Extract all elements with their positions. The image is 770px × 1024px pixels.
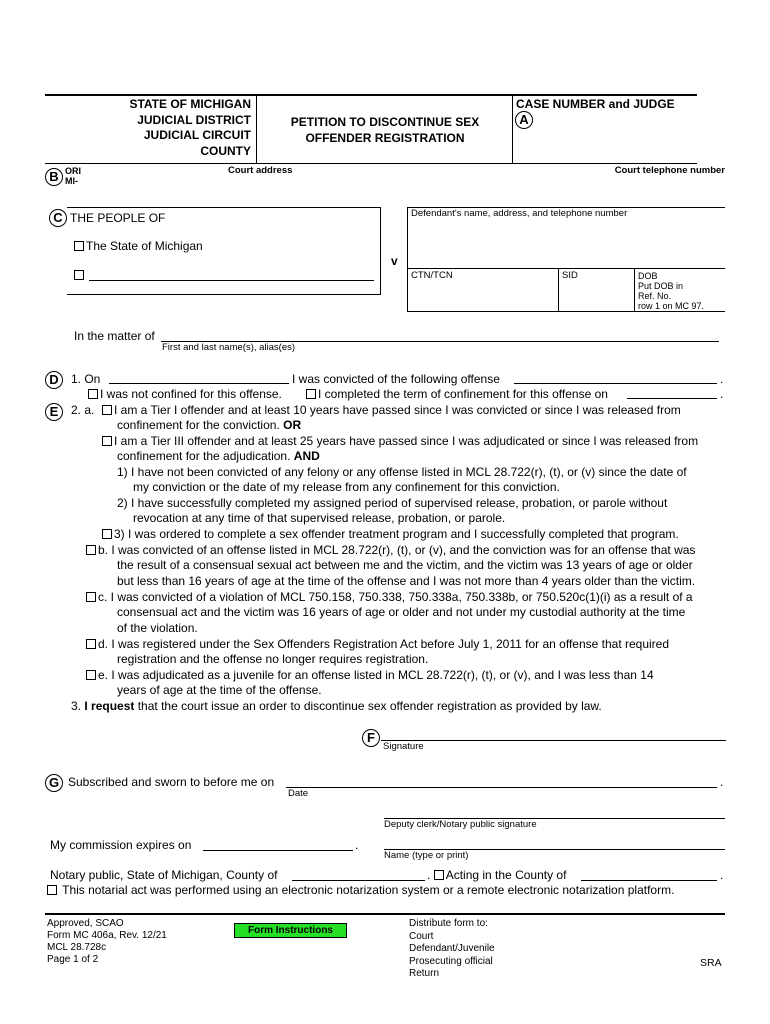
header-divider-2: [512, 95, 513, 163]
people-of-label: THE PEOPLE OF: [70, 211, 166, 225]
matter-sub-label: First and last name(s), alias(es): [162, 342, 296, 353]
item1-completed-option[interactable]: I completed the term of confinement for this offense on: [306, 387, 608, 403]
completed-checkbox[interactable]: [306, 389, 316, 399]
item1-convicted: I was convicted of the following offense: [292, 372, 500, 386]
other-plaintiff-field[interactable]: [89, 280, 374, 281]
tier3-checkbox[interactable]: [102, 436, 112, 446]
acting-option[interactable]: . Acting in the County of: [427, 868, 567, 882]
header-top-rule: [45, 94, 697, 96]
tier1-checkbox[interactable]: [102, 405, 112, 415]
item1-on: 1. On: [71, 372, 101, 386]
form-instructions-button[interactable]: Form Instructions: [234, 923, 347, 938]
case-number-field[interactable]: [516, 130, 694, 160]
item1-offense-field[interactable]: [514, 383, 717, 384]
marker-f: F: [362, 729, 380, 747]
dob-divider: [634, 268, 635, 312]
ctn-label: CTN/TCN: [411, 270, 453, 281]
notary-public-label: Notary public, State of Michigan, County of: [50, 868, 278, 882]
item3: 3. I request that the court issue an order to discontinue sex offender registration as provided by law.: [71, 699, 602, 713]
option-c[interactable]: c. I was convicted of a violation of MCL 750.158, 750.338, 750.338a, 750.338b, or 750.520c(1)(i) as a result of a: [86, 590, 693, 606]
state-checkbox[interactable]: [74, 241, 84, 251]
sub1-line1: 1) I have not been convicted of any felony or any offense listed in MCL 28.722(r), (t), or (v) since the date of: [117, 465, 687, 479]
tier1-option[interactable]: I am a Tier I offender and at least 10 years have passed since I was convicted or since I was released from: [102, 403, 681, 419]
court-address-label: Court address: [228, 165, 293, 176]
e-line2: years of age at the time of the offense.: [117, 683, 322, 697]
item1-not-confined-option[interactable]: I was not confined for this offense.: [88, 387, 282, 403]
d-checkbox[interactable]: [86, 639, 96, 649]
e-checkbox[interactable]: [86, 670, 96, 680]
form-number: Form MC 406a, Rev. 12/21: [47, 930, 167, 941]
form-info: [47, 918, 167, 966]
b-line2: the result of a consensual sexual act between me and the victim, and the victim was 13 years of age or older: [117, 558, 693, 572]
marker-d: D: [45, 371, 63, 389]
other-plaintiff-option[interactable]: [74, 268, 86, 282]
header-bottom-rule: [45, 163, 697, 164]
case-number-label: CASE NUMBER and JUDGE: [516, 97, 675, 111]
tier3-option[interactable]: I am a Tier III offender and at least 25 years have passed since I was adjudicated or since I was released from: [102, 434, 698, 450]
tier1-line2: confinement for the conviction. OR: [117, 418, 302, 432]
date-label: Date: [288, 788, 309, 799]
option-d[interactable]: d. I was registered under the Sex Offenders Registration Act before July 1, 2011 for an offense that required: [86, 637, 669, 653]
defendant-label: Defendant's name, address, and telephone number: [411, 208, 628, 219]
county-label: COUNTY: [200, 143, 251, 158]
mcl-reference: MCL 28.728c: [47, 942, 107, 953]
defendant-rule: [407, 268, 725, 269]
sworn-period: .: [720, 775, 724, 789]
electronic-option[interactable]: This notarial act was performed using an electronic notarization system or a remote electronic notarization platform.: [47, 883, 674, 899]
electronic-checkbox[interactable]: [47, 885, 57, 895]
option-b[interactable]: b. I was convicted of an offense listed in MCL 28.722(r), (t), or (v), and the conviction was for an offense that was: [86, 543, 695, 559]
option-e[interactable]: e. I was adjudicated as a juvenile for an offense listed in MCL 28.722(r), (t), or (v), and I was less than 14: [86, 668, 654, 684]
sworn-date-field[interactable]: [286, 787, 717, 788]
commission-field[interactable]: [203, 850, 353, 851]
marker-c: C: [49, 209, 67, 227]
sub2-line2: revocation at any time of that supervised release, probation, or parole.: [133, 511, 506, 525]
c-line3: of the violation.: [117, 621, 198, 635]
item1-period-2: .: [720, 387, 724, 401]
state-option[interactable]: The State of Michigan: [74, 239, 203, 253]
c-checkbox[interactable]: [86, 592, 96, 602]
circuit-label: JUDICIAL CIRCUIT: [143, 128, 251, 142]
acting-county-field[interactable]: [581, 880, 717, 881]
b-line3: but less than 16 years of age at the time of the offense and I was not more than 4 years older than the victim.: [117, 574, 696, 588]
sub2-line1: 2) I have successfully completed my assigned period of supervised release, probation, or parole without: [117, 496, 668, 510]
signature-label: Signature: [383, 741, 424, 752]
not-confined-checkbox[interactable]: [88, 389, 98, 399]
approved-label: Approved, SCAO: [47, 918, 124, 929]
item1-completed-date-field[interactable]: [627, 398, 717, 399]
sub3-checkbox[interactable]: [102, 529, 112, 539]
state-label: STATE OF MICHIGAN: [129, 97, 251, 111]
page-number: Page 1 of 2: [47, 954, 99, 965]
marker-e: E: [45, 403, 63, 421]
sub3-option[interactable]: 3) I was ordered to complete a sex offender treatment program and I successfully completed that program.: [102, 527, 679, 543]
item1-date-field[interactable]: [109, 383, 289, 384]
deputy-label: Deputy clerk/Notary public signature: [384, 819, 537, 830]
sworn-label: Subscribed and sworn to before me on: [68, 775, 275, 789]
distribution-list: Distribute form to: Court Defendant/Juvenile Prosecuting official Return: [409, 918, 495, 979]
commission-label: My commission expires on: [50, 838, 192, 852]
matter-label: In the matter of: [74, 329, 155, 343]
sra-label: SRA: [700, 957, 722, 969]
d-line2: registration and the offense no longer requires registration.: [117, 652, 429, 666]
sub1-line2: my conviction or the date of my release from any confinement for this conviction.: [133, 480, 560, 494]
sid-divider: [558, 268, 559, 312]
court-phone-label: Court telephone number: [614, 165, 725, 176]
district-label: JUDICIAL DISTRICT: [137, 112, 251, 127]
b-checkbox[interactable]: [86, 545, 96, 555]
dob-label: DOB Put DOB in Ref. No. row 1 on MC 97.: [638, 271, 705, 311]
tier3-line2: confinement for the adjudication. AND: [117, 449, 320, 463]
marker-g: G: [45, 774, 63, 792]
acting-period: .: [720, 868, 724, 882]
versus-label: v: [391, 254, 398, 268]
other-plaintiff-checkbox[interactable]: [74, 270, 84, 280]
c-line2: consensual act and the victim was 16 years of age or older and not under my custodial authority at the time: [117, 605, 686, 619]
name-label: Name (type or print): [384, 850, 469, 861]
notary-county-field[interactable]: [292, 880, 425, 881]
item2a-prefix: 2. a.: [71, 403, 95, 417]
commission-period: .: [355, 838, 359, 852]
form-title: PETITION TO DISCONTINUE SEX OFFENDER REGISTRATION: [290, 115, 480, 145]
sid-label: SID: [562, 270, 578, 281]
acting-checkbox[interactable]: [434, 870, 444, 880]
item1-period: .: [720, 372, 724, 386]
header-divider-1: [256, 95, 257, 163]
ori-label: ORI MI-: [65, 166, 82, 186]
signature-field[interactable]: [381, 740, 726, 741]
marker-b: B: [45, 168, 63, 186]
footer-rule: [45, 913, 725, 915]
court-heading: [60, 97, 251, 159]
marker-a: A: [515, 111, 533, 129]
